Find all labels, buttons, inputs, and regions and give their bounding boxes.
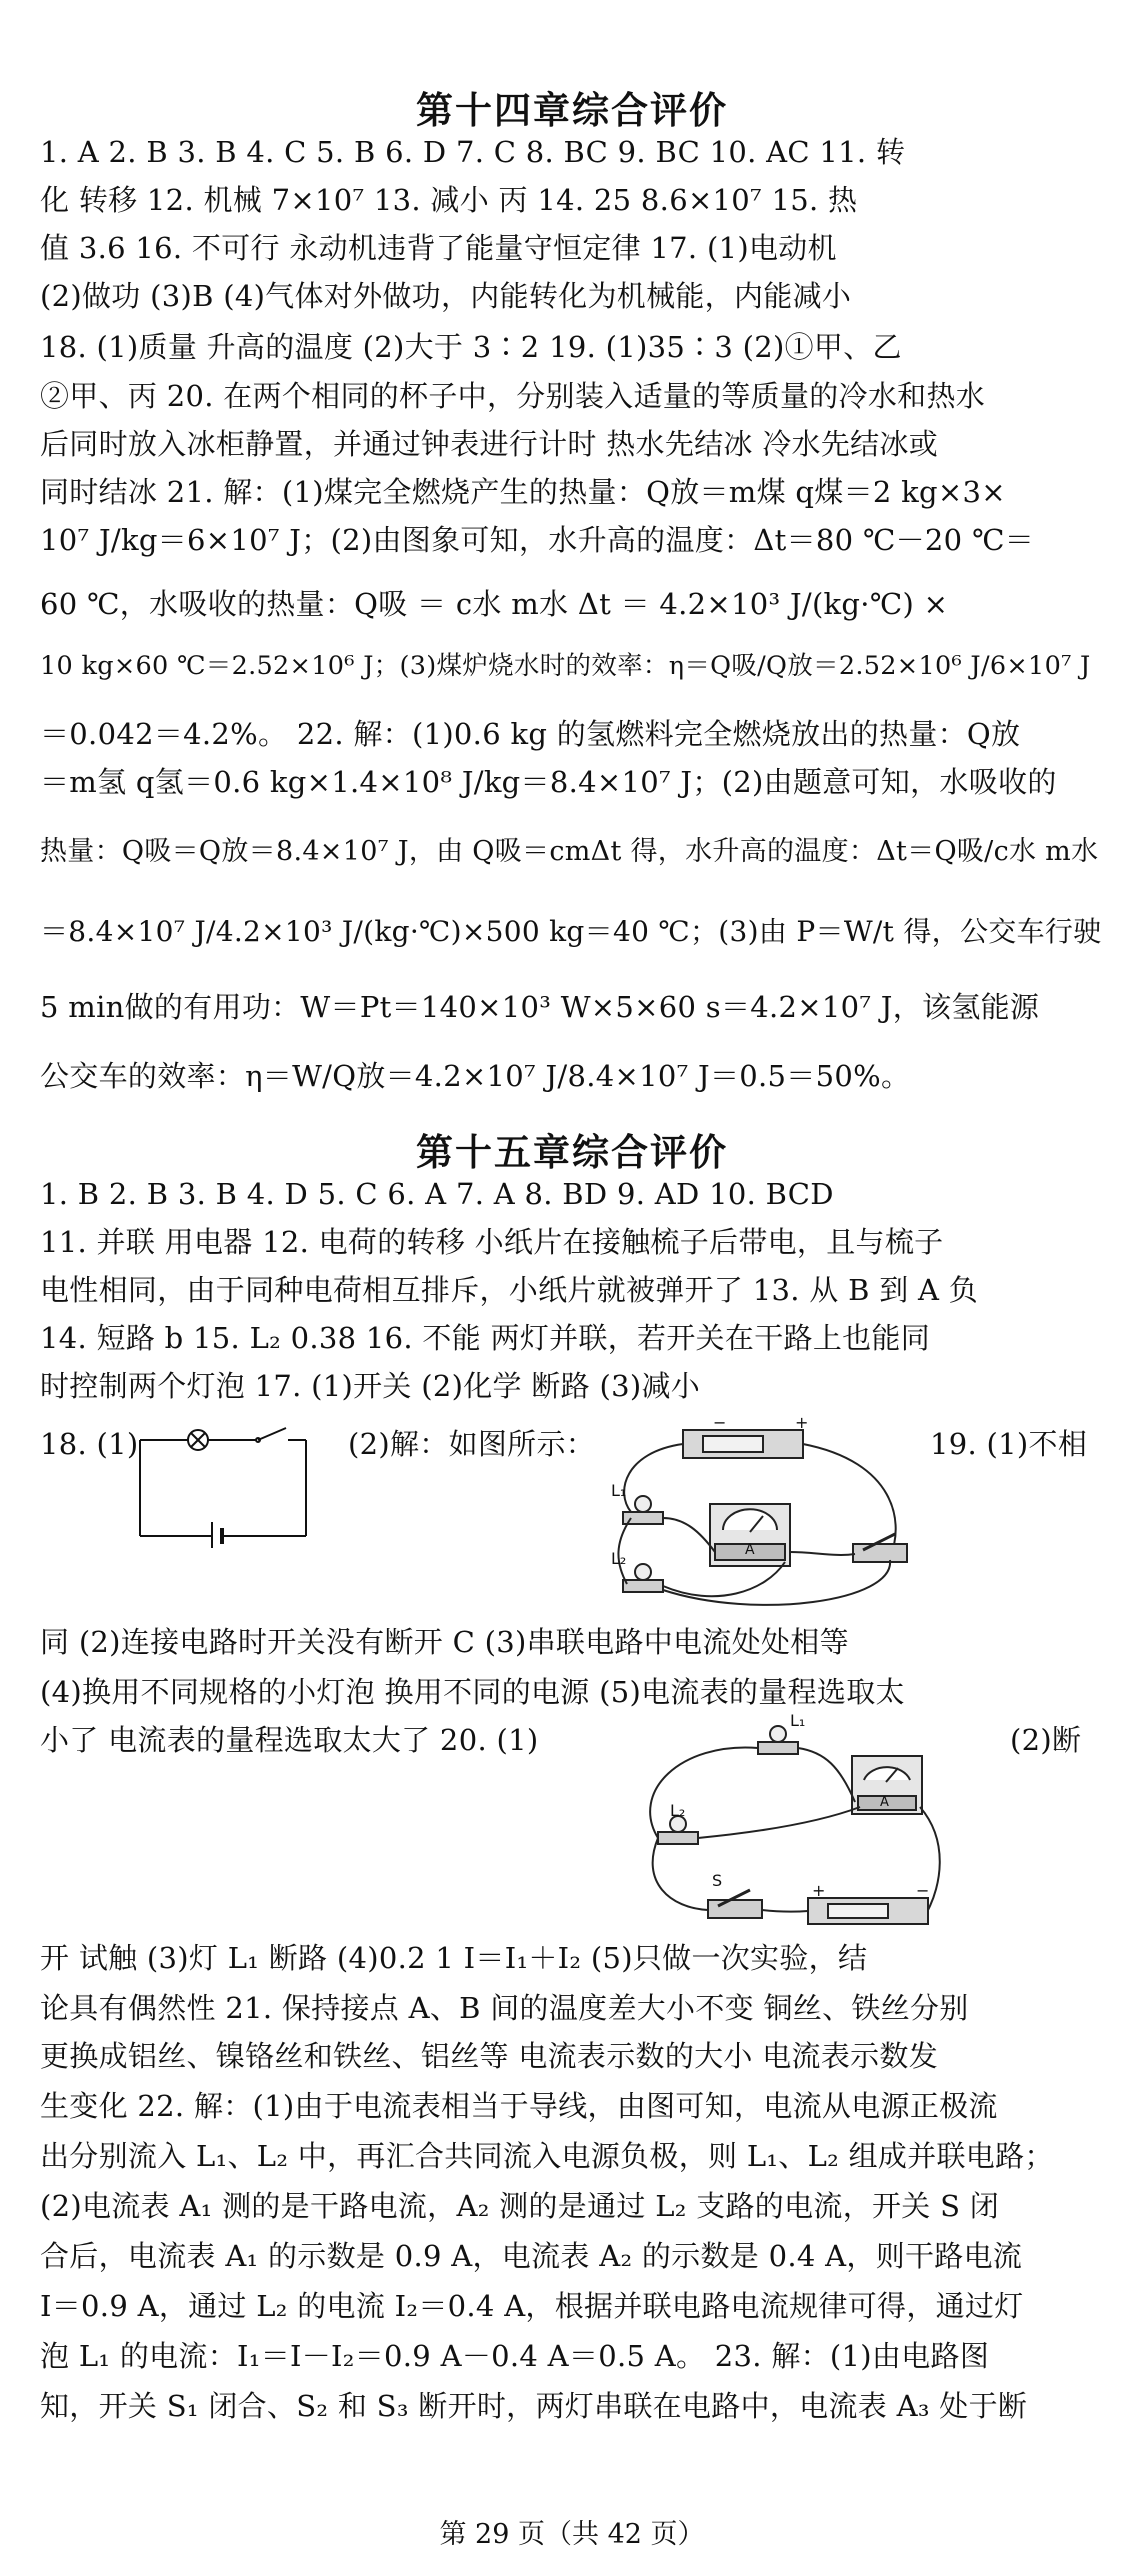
ch15-line: I＝0.9 A，通过 L₂ 的电流 I₂＝0.4 A，根据并联电路电流规律可得，通过灯	[40, 2289, 1024, 2323]
ch15-line: 1. B 2. B 3. B 4. D 5. C 6. A 7. A 8. BD 9. AD 10. BCD	[40, 1177, 834, 1211]
q18-wiring-figure	[605, 1412, 915, 1622]
fig2-l2-label: L₂	[611, 1549, 627, 1568]
fig3-l2-label: L₂	[670, 1801, 686, 1820]
ch15-line: 泡 L₁ 的电流：I₁＝I－I₂＝0.9 A－0.4 A＝0.5 A。 23. 解：(1)由电路图	[40, 2339, 990, 2373]
q20-wiring-figure	[620, 1712, 950, 1942]
q18-part2: (2)解：如图所示：	[348, 1427, 596, 1461]
ch15-line: 小了 电流表的量程选取太大了 20. (1)	[40, 1723, 539, 1757]
q20-part2: (2)断	[1010, 1723, 1082, 1757]
ch15-line: 知，开关 S₁ 闭合、S₂ 和 S₃ 断开时，两灯串联在电路中，电流表 A₃ 处于断	[40, 2389, 1028, 2423]
ch14-line: 值 3.6 16. 不可行 永动机违背了能量守恒定律 17. (1)电动机	[40, 231, 837, 265]
ch14-line: 后同时放入冰柜静置，并通过钟表进行计时 热水先结冰 冷水先结冰或	[40, 427, 939, 461]
ch14-line: (2)做功 (3)B (4)气体对外做功，内能转化为机械能，内能减小	[40, 279, 852, 313]
ch14-line: 60 ℃，水吸收的热量：Q吸 ＝ c水 m水 Δt ＝ 4.2×10³ J/(kg·℃) ×	[40, 587, 949, 621]
page-footer: 第 29 页（共 42 页）	[439, 2519, 705, 2550]
q19-start: 19. (1)不相	[930, 1427, 1088, 1461]
ch14-line: ＝0.042＝4.2%。 22. 解：(1)0.6 kg 的氢燃料完全燃烧放出的热量：Q放	[40, 717, 1021, 751]
ch14-line: 10 kg×60 ℃＝2.52×10⁶ J；(3)煤炉烧水时的效率：η＝Q吸/Q放＝2.52×10⁶ J/6×10⁷ J	[40, 651, 1091, 681]
ch14-line: 化 转移 12. 机械 7×10⁷ 13. 减小 丙 14. 25 8.6×10⁷ 15. 热	[40, 183, 858, 217]
ch15-line: 合后，电流表 A₁ 的示数是 0.9 A，电流表 A₂ 的示数是 0.4 A，则干路电流	[40, 2239, 1023, 2273]
ch14-line: 热量：Q吸＝Q放＝8.4×10⁷ J，由 Q吸＝cmΔt 得，水升高的温度：Δt＝Q吸/c水 m水	[40, 836, 1099, 867]
chapter14-title: 第十四章综合评价	[416, 89, 728, 132]
ch15-line: 时控制两个灯泡 17. (1)开关 (2)化学 断路 (3)减小	[40, 1369, 701, 1403]
ch14-line: 1. A 2. B 3. B 4. C 5. B 6. D 7. C 8. BC 9. BC 10. AC 11. 转	[40, 135, 906, 169]
svg-text:+: +	[795, 1413, 809, 1432]
fig2-l1-label: L₁	[611, 1481, 627, 1500]
ch15-line: 更换成铝丝、镍铬丝和铁丝、铝丝等 电流表示数的大小 电流表示数发	[40, 2039, 939, 2073]
svg-text:+: +	[812, 1881, 826, 1900]
svg-text:−: −	[713, 1413, 727, 1432]
ch14-line: ②甲、丙 20. 在两个相同的杯子中，分别装入适量的等质量的冷水和热水	[40, 379, 986, 413]
svg-text:−: −	[916, 1881, 930, 1900]
ch14-line: ＝m氢 q氢＝0.6 kg×1.4×10⁸ J/kg＝8.4×10⁷ J；(2)由题意可知，水吸收的	[40, 765, 1057, 799]
ch15-line: (4)换用不同规格的小灯泡 换用不同的电源 (5)电流表的量程选取太	[40, 1675, 905, 1709]
q18-circuit-diagram	[128, 1418, 318, 1548]
fig3-meter-label: A	[880, 1795, 889, 1810]
ch14-line: 5 min做的有用功：W＝Pt＝140×10³ W×5×60 s＝4.2×10⁷ J，该氢能源	[40, 990, 1040, 1024]
q18-label: 18. (1)	[40, 1427, 139, 1461]
ch15-line: 出分别流入 L₁、L₂ 中，再汇合共同流入电源负极，则 L₁、L₂ 组成并联电路；	[40, 2139, 1054, 2173]
ch14-line: 10⁷ J/kg＝6×10⁷ J；(2)由图象可知，水升高的温度：Δt＝80 ℃－20 ℃＝	[40, 523, 1034, 557]
ch15-line: (2)电流表 A₁ 测的是干路电流，A₂ 测的是通过 L₂ 支路的电流，开关 S 闭	[40, 2189, 1000, 2223]
ch15-line: 论具有偶然性 21. 保持接点 A、B 间的温度差大小不变 铜丝、铁丝分别	[40, 1991, 969, 2025]
fig2-meter-label: A	[745, 1542, 755, 1558]
fig3-s-label: S	[712, 1871, 723, 1890]
ch15-line: 开 试触 (3)灯 L₁ 断路 (4)0.2 1 I＝I₁＋I₂ (5)只做一次实验，结	[40, 1941, 868, 1975]
ch14-line: 同时结冰 21. 解：(1)煤完全燃烧产生的热量：Q放＝m煤 q煤＝2 kg×3×	[40, 475, 1006, 509]
ch15-line: 14. 短路 b 15. L₂ 0.38 16. 不能 两灯并联，若开关在干路上也能同	[40, 1321, 931, 1355]
ch15-line: 电性相同，由于同种电荷相互排斥，小纸片就被弹开了 13. 从 B 到 A 负	[40, 1273, 979, 1307]
ch15-line: 同 (2)连接电路时开关没有断开 C (3)串联电路中电流处处相等	[40, 1625, 849, 1659]
ch14-line: 公交车的效率：η＝W/Q放＝4.2×10⁷ J/8.4×10⁷ J＝0.5＝50%。	[40, 1059, 911, 1093]
ch15-line: 生变化 22. 解：(1)由于电流表相当于导线，由图可知，电流从电源正极流	[40, 2089, 998, 2123]
ch15-line: 11. 并联 用电器 12. 电荷的转移 小纸片在接触梳子后带电，且与梳子	[40, 1225, 944, 1259]
fig3-l1-label: L₁	[790, 1712, 806, 1730]
chapter15-title: 第十五章综合评价	[416, 1131, 728, 1174]
ch14-line: ＝8.4×10⁷ J/4.2×10³ J/(kg·℃)×500 kg＝40 ℃；(3)由 P＝W/t 得，公交车行驶	[40, 915, 1102, 948]
ch14-line: 18. (1)质量 升高的温度 (2)大于 3∶2 19. (1)35∶3 (2)①甲、乙	[40, 330, 902, 364]
